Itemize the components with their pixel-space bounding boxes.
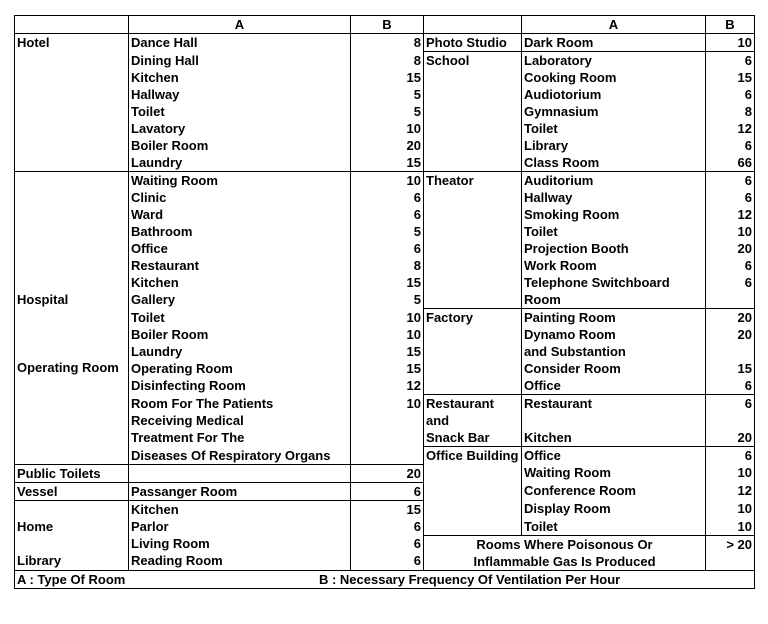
right-frequency: 20 (706, 429, 755, 447)
table-row (15, 34, 755, 52)
right-room-type-line: Restaurant (426, 396, 494, 411)
left-frequency: 6 (351, 552, 424, 570)
right-room-name: Room (522, 291, 706, 309)
left-room-name: Dining Hall (129, 52, 351, 70)
left-room-name: Treatment For The (129, 429, 351, 447)
left-frequency: 15 (351, 274, 424, 291)
right-frequency (706, 291, 755, 309)
left-frequency: 15 (351, 69, 424, 86)
right-room-name: Library (522, 137, 706, 154)
left-frequency: 12 (351, 377, 424, 395)
header-a-left: A (129, 16, 351, 34)
right-frequency: 12 (706, 482, 755, 500)
table-row (15, 500, 755, 518)
left-room-type (15, 500, 129, 570)
right-room-type (424, 172, 522, 309)
left-room-name: Waiting Room (129, 172, 351, 190)
right-room-name (522, 412, 706, 429)
right-room-name: Gymnasium (522, 103, 706, 120)
left-room-name: Gallery (129, 291, 351, 309)
left-room-type-label: Vessel (17, 483, 58, 499)
right-room-name: Telephone Switchboard (522, 274, 706, 291)
right-room-name: Kitchen (522, 429, 706, 447)
right-frequency: 20 (706, 309, 755, 327)
left-room-name: Office (129, 240, 351, 257)
right-frequency: 6 (706, 257, 755, 274)
left-room-name: Boiler Room (129, 137, 351, 154)
right-frequency: 10 (706, 464, 755, 482)
right-room-name: Laboratory (522, 52, 706, 70)
right-room-name: Display Room (522, 500, 706, 518)
left-frequency: 10 (351, 172, 424, 190)
right-room-type-label: Photo Studio (426, 35, 507, 50)
left-room-name: Restaurant (129, 257, 351, 274)
left-room-name: Kitchen (129, 69, 351, 86)
right-room-name: Waiting Room (522, 464, 706, 482)
ventilation-table-body (15, 34, 755, 571)
left-room-type-label: Home (17, 518, 54, 534)
right-room-type-label: Theator (426, 173, 474, 188)
left-frequency (351, 412, 424, 429)
right-special-value: > 20 (706, 535, 755, 570)
header-b-right: B (706, 16, 755, 34)
left-frequency: 5 (351, 103, 424, 120)
right-frequency: 6 (706, 172, 755, 190)
left-frequency: 8 (351, 257, 424, 274)
table-row (15, 482, 755, 500)
right-room-type-line: and (426, 413, 450, 428)
left-room-name: Toilet (129, 309, 351, 327)
left-room-name: Receiving Medical (129, 412, 351, 429)
left-room-type-label-2: Library (17, 552, 62, 568)
right-room-type (424, 309, 522, 395)
table-row (15, 464, 755, 482)
left-frequency: 15 (351, 360, 424, 377)
left-frequency: 8 (351, 52, 424, 70)
right-room-type (424, 395, 522, 447)
left-room-type (15, 464, 129, 482)
ventilation-table-sheet (14, 15, 754, 589)
right-room-name: Painting Room (522, 309, 706, 327)
right-room-name: Class Room (522, 154, 706, 172)
header-type-right (424, 16, 522, 34)
left-room-name: Dance Hall (129, 34, 351, 52)
left-frequency: 10 (351, 120, 424, 137)
right-room-name: Office (522, 377, 706, 395)
left-frequency: 8 (351, 34, 424, 52)
right-room-type-label: School (426, 53, 470, 68)
left-frequency: 5 (351, 291, 424, 309)
right-room-type-label: Office Building (426, 448, 519, 463)
left-room-name: Kitchen (129, 500, 351, 518)
left-room-name: Kitchen (129, 274, 351, 291)
left-room-name: Diseases Of Respiratory Organs (129, 447, 351, 465)
left-room-name: Passanger Room (129, 482, 351, 500)
left-room-name (129, 464, 351, 482)
left-room-name: Clinic (129, 189, 351, 206)
right-room-type-line: Snack Bar (426, 430, 490, 445)
left-room-name: Hallway (129, 86, 351, 103)
left-frequency: 15 (351, 343, 424, 360)
right-room-name: Auditorium (522, 172, 706, 190)
left-frequency: 5 (351, 86, 424, 103)
header-b-left: B (351, 16, 424, 34)
left-room-name: Disinfecting Room (129, 377, 351, 395)
left-room-type-label: Hotel (17, 35, 50, 50)
left-room-type-label-2: Operating Room (17, 360, 119, 375)
right-special-line: Inflammable Gas Is Produced (473, 553, 656, 569)
right-room-name: and Substantion (522, 343, 706, 360)
right-special-text (424, 535, 706, 570)
left-frequency (351, 429, 424, 447)
right-room-name: Toilet (522, 120, 706, 137)
right-room-name: Office (522, 447, 706, 465)
left-frequency: 15 (351, 154, 424, 172)
left-frequency (351, 447, 424, 465)
left-room-name: Living Room (129, 535, 351, 552)
right-room-name: Projection Booth (522, 240, 706, 257)
left-frequency: 10 (351, 326, 424, 343)
right-frequency: 66 (706, 154, 755, 172)
right-room-name: Conference Room (522, 482, 706, 500)
right-frequency: 10 (706, 518, 755, 536)
right-frequency: 10 (706, 223, 755, 240)
left-room-type (15, 172, 129, 465)
right-frequency: 10 (706, 500, 755, 518)
left-room-type-label: Hospital (17, 292, 69, 307)
right-room-name: Smoking Room (522, 206, 706, 223)
legend-a: A : Type Of Room (17, 571, 126, 587)
left-frequency: 15 (351, 500, 424, 518)
ventilation-table (14, 15, 755, 589)
left-room-name: Room For The Patients (129, 395, 351, 413)
right-frequency: 6 (706, 52, 755, 70)
left-frequency: 5 (351, 223, 424, 240)
right-frequency: 8 (706, 103, 755, 120)
header-a-right: A (522, 16, 706, 34)
right-frequency: 12 (706, 206, 755, 223)
right-room-name: Toilet (522, 518, 706, 536)
right-frequency: 15 (706, 360, 755, 377)
left-frequency: 6 (351, 535, 424, 552)
left-room-name: Laundry (129, 154, 351, 172)
right-room-name: Cooking Room (522, 69, 706, 86)
left-frequency: 6 (351, 206, 424, 223)
right-frequency: 6 (706, 86, 755, 103)
right-room-name: Dark Room (522, 34, 706, 52)
right-room-name: Work Room (522, 257, 706, 274)
left-frequency: 10 (351, 309, 424, 327)
left-room-name: Boiler Room (129, 326, 351, 343)
right-frequency: 6 (706, 395, 755, 413)
left-room-name: Lavatory (129, 120, 351, 137)
right-room-type (424, 34, 522, 52)
right-room-name: Audiotorium (522, 86, 706, 103)
left-frequency: 20 (351, 137, 424, 154)
right-room-type-label: Factory (426, 310, 473, 325)
left-frequency: 6 (351, 240, 424, 257)
left-room-name: Parlor (129, 518, 351, 536)
right-room-name: Toilet (522, 223, 706, 240)
right-frequency: 20 (706, 240, 755, 257)
right-room-type (424, 447, 522, 536)
right-room-name: Hallway (522, 189, 706, 206)
legend-b: B : Necessary Frequency Of Ventilation Per Hour (318, 571, 621, 587)
left-frequency: 10 (351, 395, 424, 413)
left-room-name: Laundry (129, 343, 351, 360)
right-frequency: 20 (706, 326, 755, 343)
left-frequency: 6 (351, 482, 424, 500)
header-row (15, 16, 755, 34)
left-frequency: 6 (351, 518, 424, 536)
left-room-type (15, 482, 129, 500)
right-frequency: 10 (706, 34, 755, 52)
left-room-name: Reading Room (129, 552, 351, 570)
left-room-name: Ward (129, 206, 351, 223)
legend-cell (15, 570, 755, 588)
table-row (15, 172, 755, 190)
right-room-name: Restaurant (522, 395, 706, 413)
right-room-type (424, 52, 522, 172)
left-room-type-label: Public Toilets (17, 465, 101, 481)
right-frequency: 6 (706, 377, 755, 395)
right-frequency: 15 (706, 69, 755, 86)
right-frequency: 6 (706, 447, 755, 465)
left-frequency: 20 (351, 464, 424, 482)
right-room-name: Consider Room (522, 360, 706, 377)
right-frequency: 12 (706, 120, 755, 137)
right-room-name: Dynamo Room (522, 326, 706, 343)
left-room-name: Bathroom (129, 223, 351, 240)
right-frequency: 6 (706, 137, 755, 154)
right-special-line: Rooms Where Poisonous Or (476, 536, 653, 552)
right-frequency (706, 412, 755, 429)
right-frequency (706, 343, 755, 360)
right-frequency: 6 (706, 274, 755, 291)
left-frequency: 6 (351, 189, 424, 206)
left-room-name: Toilet (129, 103, 351, 120)
left-room-type (15, 34, 129, 172)
legend-row (15, 570, 755, 588)
left-room-name: Operating Room (129, 360, 351, 377)
header-type-left (15, 16, 129, 34)
right-frequency: 6 (706, 189, 755, 206)
